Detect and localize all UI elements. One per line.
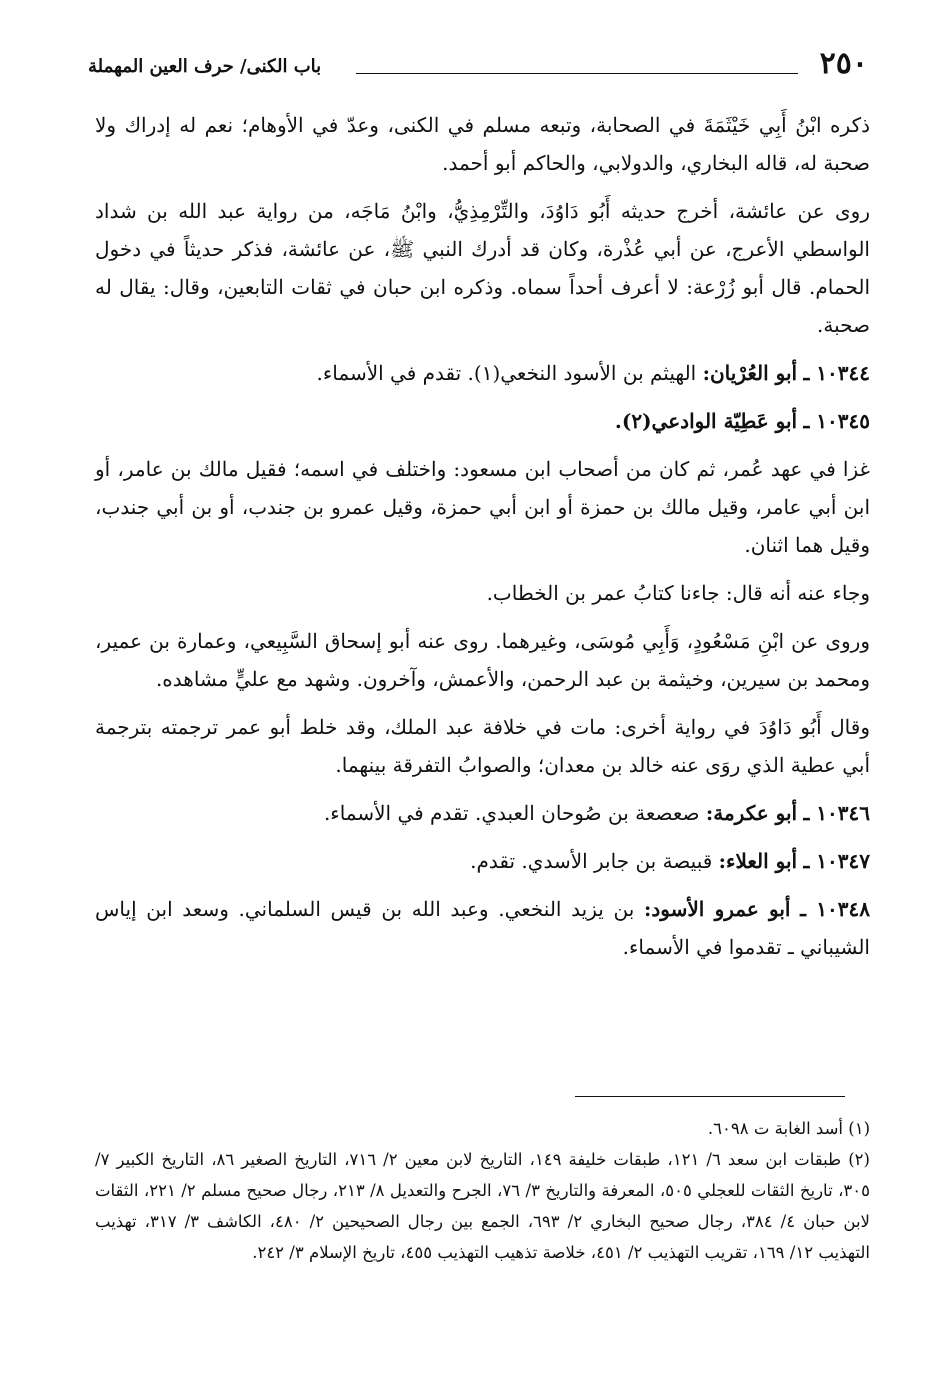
entry-name: أبو عكرمة:: [705, 801, 798, 825]
entry-10344: [95, 354, 870, 392]
entry-number: ١٠٣٤٧ ـ: [803, 849, 870, 873]
entry-text: بن يزيد النخعي. وعبد الله بن قيس السلماني. وسعد ابن إياس الشيباني ـ تقدموا في الأسماء.: [95, 897, 870, 959]
paragraph: غزا في عهد عُمر، ثم كان من أصحاب ابن مسعود: واختلف في اسمه؛ فقيل مالك بن عامر، أو ابن أبي عامر، وقيل مالك بن حمزة أو ابن أبي حمزة، وقيل عمرو بن جندب، أو بن أبي جندب، وقيل هما اثنان.: [95, 457, 870, 557]
page-number: ٢٥٠: [819, 46, 868, 81]
main-text: [95, 106, 870, 976]
entry-number: ١٠٣٤٨ ـ: [800, 897, 871, 921]
entry-name: أبو العُرْيان:: [702, 361, 798, 385]
paragraph: ذكره ابْنُ أَبِي خَيْثَمَةَ في الصحابة، وتبعه مسلم في الكنى، وعدّ في الأوهام؛ نعم له إدراك ولا صحبة له، قاله البخاري، والدولابي، والحاكم أبو أحمد.: [95, 113, 870, 175]
entry-10345: [95, 402, 870, 440]
footnotes: [95, 1113, 870, 1268]
paragraph: وقال أَبُو دَاوُدَ في رواية أخرى: مات في خلافة عبد الملك، وقد خلط أبو عمر ترجمته بترجمة أبي عطية الذي روَى عنه خالد بن معدان؛ والصوابُ التفرقة بينهما.: [95, 715, 870, 777]
footnote-rule: [575, 1096, 845, 1097]
entry-10348: [95, 890, 870, 966]
entry-number: ١٠٣٤٤ ـ: [803, 361, 870, 385]
paragraph: وروى عن ابْنِ مَسْعُودٍ، وَأَبِي مُوسَى، وغيرهما. روى عنه أبو إسحاق السَّبِيعي، وعمارة بن عمير، ومحمد بن سيرين، وخيثمة بن عبد الرحمن، والأعمش، وآخرون. وشهد مع عليٍّ مشاهده.: [95, 629, 870, 691]
entry-text: قبيصة بن جابر الأسدي. تقدم.: [470, 849, 713, 873]
entry-10347: [95, 842, 870, 880]
entry-name: أبو عمرو الأسود:: [643, 897, 791, 921]
footnote: (٢) طبقات ابن سعد ٦/ ١٢١، طبقات خليفة ١٤٩، التاريخ لابن معين ٢/ ٧١٦، التاريخ الصغير ٨٦، التاريخ الكبير ٧/ ٣٠٥، تاريخ الثقات للعجلي ٥٠٥، المعرفة والتاريخ ٣/ ٧٦، الجرح والتعديل ٨/ ٢١٣، رجال صحيح مسلم ٢/ ٢٢١، الثقات لابن حبان ٤/ ٣٨٤، رجال صحيح البخاري ٢/ ٦٩٣، الجمع بين رجال الصحيحين ٢/ ٤٨٠، الكاشف ٣/ ٣١٧، تهذيب التهذيب ١٢/ ١٦٩، تقريب التهذيب ٢/ ٤٥١، خلاصة تذهيب التهذيب ٤٥٥، تاريخ الإسلام ٣/ ٢٤٢.: [95, 1150, 870, 1262]
entry-name: أبو العلاء:: [718, 849, 798, 873]
running-title: باب الكنى/ حرف العين المهملة: [88, 56, 322, 77]
entry-number: ١٠٣٤٦ ـ: [803, 801, 870, 825]
entry-text: صعصعة بن صُوحان العبدي. تقدم في الأسماء.: [323, 801, 700, 825]
paragraph: روى عن عائشة، أخرج حديثه أَبُو دَاوُدَ، والتِّرْمِذِيُّ، وابْنُ مَاجَه، من رواية عبد الله بن شداد الواسطي الأعرج، عن أبي عُذْرة، وكان قد أدرك النبي ﷺ، عن عائشة، فذكر حديثاً في دخول الحمام. قال أبو زُرْعة: لا أعرف أحداً سماه. وذكره ابن حبان في ثقات التابعين، وقال: يقال له صحبة.: [95, 199, 870, 337]
paragraph: وجاء عنه أنه قال: جاءنا كتابُ عمر بن الخطاب.: [486, 581, 870, 605]
entry-number: ١٠٣٤٥ ـ: [803, 409, 870, 433]
entry-10346: [95, 794, 870, 832]
header-rule: [356, 73, 798, 74]
page-header: [88, 46, 868, 86]
entry-text: الهيثم بن الأسود النخعي(١). تقدم في الأسماء.: [316, 361, 697, 385]
entry-name: أبو عَطِيّة الوادعي(٢).: [614, 409, 798, 433]
footnote: (١) أسد الغابة ت ٦٠٩٨.: [707, 1119, 870, 1138]
